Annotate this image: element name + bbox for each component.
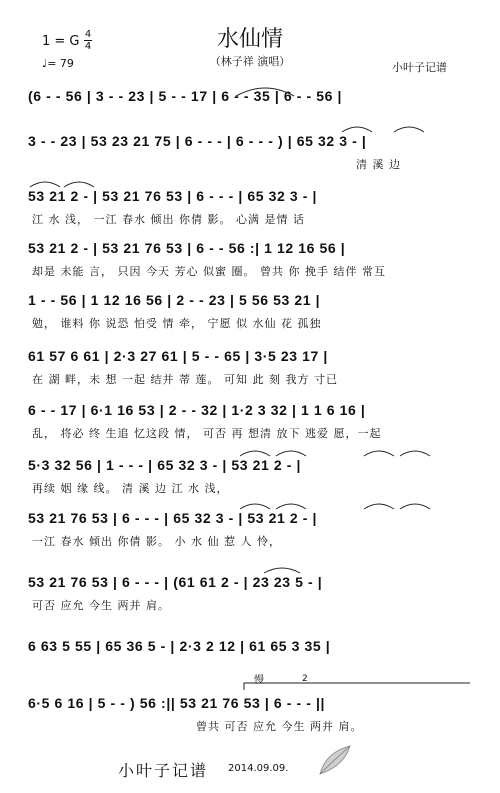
music-line-9: 53 21 76 53 | 6 - - - | 65 32 3 - | 53 21 2 - | [28,510,318,526]
lyric-line-2: 清 溪 边 [356,158,401,171]
lyric-line-9: 一江 春水 倾出 你倩 影。 小 水 仙 惹 人 怜， [32,535,281,548]
music-line-5: 1 - - 56 | 1 12 16 56 | 2 - - 23 | 5 56 53 21 | [28,292,321,308]
footer-date: 2014.09.09. [228,763,289,774]
music-line-3: 53 21 2 - | 53 21 76 53 | 6 - - - | 65 32 3 - | [28,188,318,204]
music-line-8: 5·3 32 56 | 1 - - - | 65 32 3 - | 53 21 2 - | [28,457,302,473]
transcriber-credit: 小叶子记谱 [392,61,447,74]
song-title: 水仙情 [216,27,283,52]
time-signature-top: 4 [84,29,92,40]
footer-signature: 小叶子记谱 [118,761,209,780]
lyric-line-12: 曾共 可否 应允 今生 两并 肩。 [196,720,363,733]
tempo-slow-marking: 慢 [254,675,264,686]
lyric-line-4: 却是 未能 言， 只因 今天 芳心 似蜜 圈。 曾共 你 挽手 结伴 常互 [32,265,386,278]
music-line-11: 6 63 5 55 | 65 36 5 - | 2·3 2 12 | 61 65 3 35 | [28,638,331,654]
volta-bracket [244,683,470,690]
slur-arc [240,451,270,456]
slur-arc [394,127,424,132]
slur-arc [276,451,306,456]
lyric-line-6: 在 湖 畔，未 想 一起 结并 蒂 莲。 可知 此 刻 我方 寸已 [32,373,338,386]
song-subtitle: （林子祥 演唱） [209,55,291,68]
volta-number: 2 [302,674,308,684]
slur-arc [400,504,430,509]
slur-arc [64,182,94,187]
music-line-2: 3 - - 23 | 53 23 21 75 | 6 - - - | 6 - - - ) | 65 32 3 - | [28,133,367,149]
tie-arc [236,88,294,96]
music-line-1: (6 - - 56 | 3 - - 23 | 5 - - 17 | 6 - - 35 | 6 - - 56 | [28,88,343,104]
slur-arc [276,504,306,509]
tempo-marking: ♩= 79 [42,57,74,70]
lyric-line-7: 乱， 将必 终 生追 忆这段 情， 可否 再 想清 放下 逃爱 愿，一起 [32,427,382,440]
lyric-line-8: 再续 姻 缘 线。 清 溪 边 江 水 浅， [32,482,229,495]
slur-arc [30,182,60,187]
lyric-line-5: 勉， 谁料 你 说恐 怕受 情 牵， 宁愿 似 水仙 花 孤独 [32,317,322,330]
music-line-10: 53 21 76 53 | 6 - - - | (61 61 2 - | 23 23 5 - | [28,574,323,590]
slur-arc [264,568,300,573]
slur-arc [364,504,394,509]
slur-arc [240,504,270,509]
key-signature: 1 = G [42,34,80,49]
music-line-7: 6 - - 17 | 6·1 16 53 | 2 - - 32 | 1·2 3 32 | 1 1 6 16 | [28,402,366,418]
slur-arc [400,451,430,456]
leaf-icon [316,744,354,778]
music-line-4: 53 21 2 - | 53 21 76 53 | 6 - - 56 :| 1 12 16 56 | [28,240,346,256]
slur-arc [342,127,372,132]
lyric-line-3: 江 水 浅， 一江 春水 倾出 你倩 影。 心满 是情 话 [32,213,305,226]
slur-arc [364,451,394,456]
music-line-6: 61 57 6 61 | 2·3 27 61 | 5 - - 65 | 3·5 23 17 | [28,348,328,364]
lyric-line-10: 可否 应允 今生 两并 肩。 [32,599,170,612]
music-line-12: 6·5 6 16 | 5 - - ) 56 :|| 53 21 76 53 | 6 - - - || [28,695,326,711]
time-signature-bottom: 4 [84,41,92,52]
